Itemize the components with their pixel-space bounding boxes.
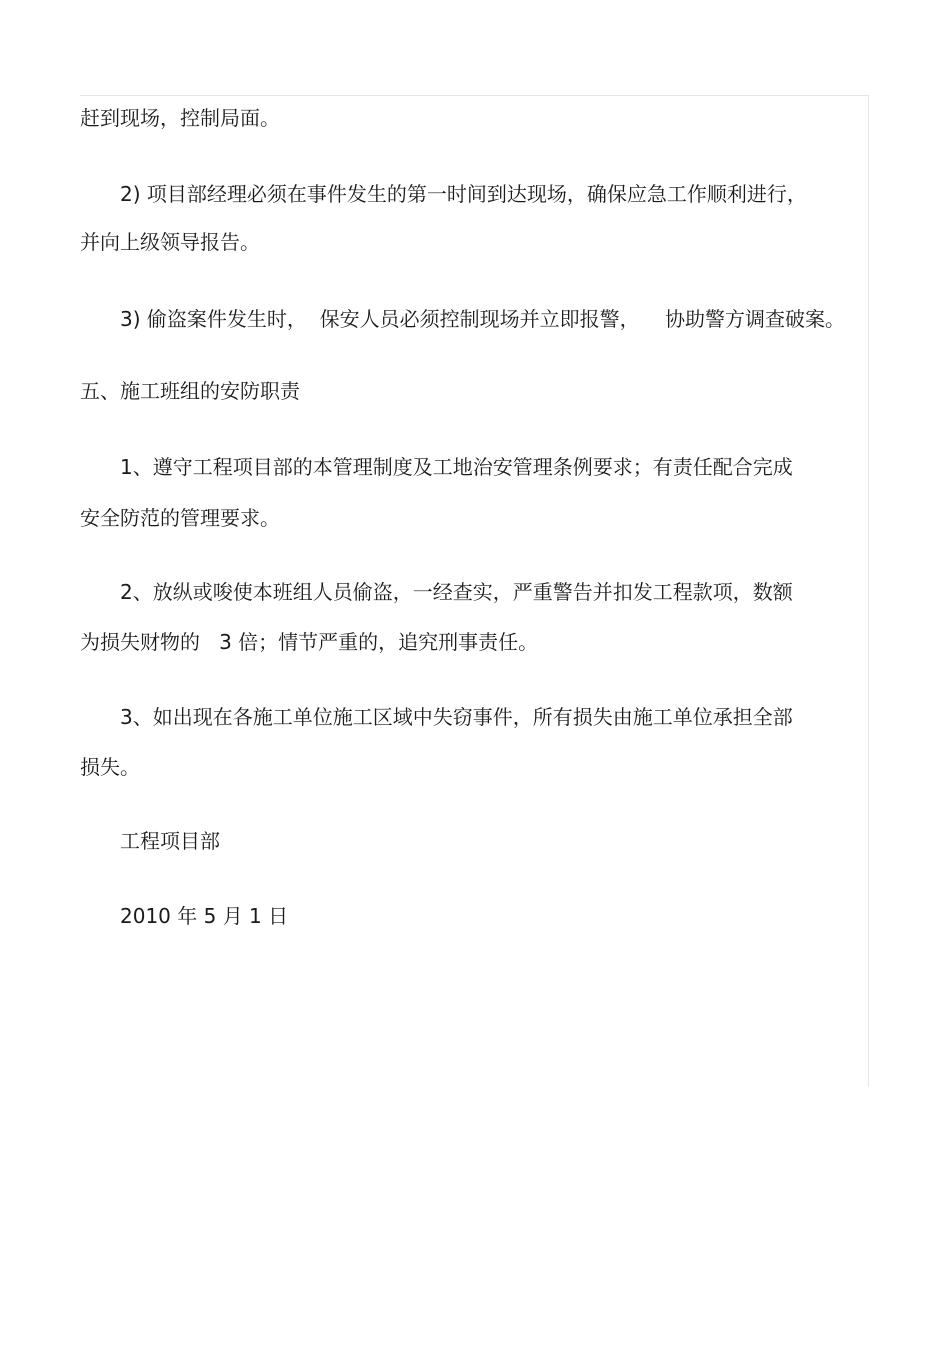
text-line: 为损失财物的 3 倍；情节严重的，追究刑事责任。 xyxy=(80,630,539,654)
text-line: 1、遵守工程项目部的本管理制度及工地治安管理条例要求；有责任配合完成 xyxy=(120,455,793,479)
text-line: 赶到现场，控制局面。 xyxy=(80,106,280,130)
text-line: 安全防范的管理要求。 xyxy=(80,506,280,530)
signature-date: 2010 年 5 月 1 日 xyxy=(120,904,289,928)
text-line: 并向上级领导报告。 xyxy=(80,230,260,254)
text-line: 损失。 xyxy=(80,755,140,779)
text-line: 2) 项目部经理必须在事件发生的第一时间到达现场，确保应急工作顺利进行， xyxy=(120,182,807,206)
section-heading: 五、施工班组的安防职责 xyxy=(80,379,300,403)
text-line: 3) 偷盗案件发生时， 保安人员必须控制现场并立即报警， 协助警方调查破案。 xyxy=(120,307,846,331)
signature-org: 工程项目部 xyxy=(120,829,220,853)
text-line: 2、放纵或唆使本班组人员偷盗，一经查实，严重警告并扣发工程款项，数额 xyxy=(120,580,793,604)
text-line: 3、如出现在各施工单位施工区域中失窃事件，所有损失由施工单位承担全部 xyxy=(120,705,793,729)
